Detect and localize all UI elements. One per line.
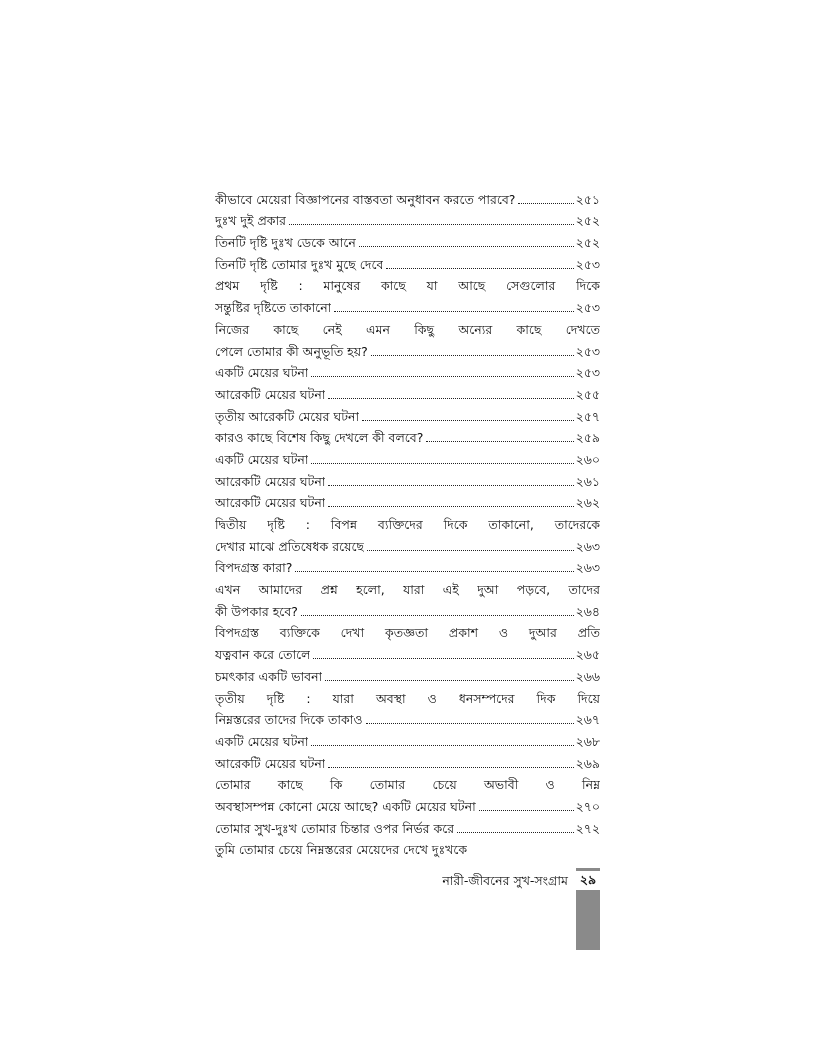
toc-entry-title: প্রথম দৃষ্টি : মানুষের কাছে যা আছে সেগুলোর দিকে	[215, 278, 600, 294]
toc-entry-title: একটি মেয়ের ঘটনা	[215, 451, 309, 467]
dot-leader	[328, 485, 573, 486]
dot-leader	[328, 398, 573, 399]
toc-entry-continued	[215, 316, 600, 338]
toc-entry-continued	[215, 772, 600, 794]
toc-entry	[215, 294, 600, 316]
running-footer-book-title: নারী-জীবনের সুখ-সংগ্রাম	[442, 873, 568, 888]
toc-entry-title: আরেকটি মেয়ের ঘটনা	[215, 386, 326, 402]
toc-entry-title: নিম্নস্তরের তাদের দিকে তাকাও	[215, 712, 363, 728]
dot-leader	[289, 224, 574, 225]
toc-entry-page: ২৫৫	[575, 386, 600, 402]
toc-entry-title: চমৎকার একটি ভাবনা	[215, 668, 323, 684]
dot-leader	[311, 376, 573, 377]
toc-entry-title: দ্বিতীয় দৃষ্টি : বিপন্ন ব্যক্তিদের দিকে তাকানো, তাদেরকে	[215, 517, 600, 532]
toc-entry	[215, 229, 600, 251]
toc-entry-title: দেখার মাঝে প্রতিষেধক রয়েছে	[215, 538, 365, 554]
toc-entry-page: ২৫৩	[575, 256, 600, 272]
toc-entry-page: ২৬৭	[575, 712, 600, 728]
toc-entry-title: কারও কাছে বিশেষ কিছু দেখলে কী বলবে?	[215, 430, 424, 446]
toc-entry	[215, 381, 600, 403]
dot-leader	[325, 680, 573, 681]
toc-entry-title: কীভাবে মেয়েরা বিজ্ঞাপনের বাস্তবতা অনুধাবন করতে পারবে?	[215, 191, 516, 207]
toc-entry-title: এখন আমাদের প্রশ্ন হলো, যারা এই দুআ পড়বে, তাদের	[215, 582, 600, 598]
dot-leader	[313, 658, 573, 659]
dot-leader	[295, 571, 573, 572]
dot-leader	[366, 723, 574, 724]
dot-leader	[371, 355, 574, 356]
toc-entry	[215, 663, 600, 685]
toc-entry	[215, 750, 600, 772]
toc-entry-title: তোমার সুখ-দুঃখ তোমার চিন্তার ওপর নির্ভর করে	[215, 820, 455, 836]
toc-entry-page: ২৫২	[575, 235, 600, 251]
dot-leader	[479, 810, 574, 811]
toc-entry-page: ২৭০	[575, 798, 600, 814]
toc-entry-page: ২৫৩	[575, 300, 600, 316]
toc-entry	[215, 446, 600, 468]
toc-entry	[215, 338, 600, 360]
toc-entry-title: একটি মেয়ের ঘটনা	[215, 365, 309, 381]
toc-entry	[215, 707, 600, 729]
toc-entry	[215, 251, 600, 273]
table-of-contents	[215, 186, 600, 858]
toc-entry-page: ২৬১	[575, 473, 600, 489]
toc-entry	[215, 598, 600, 620]
toc-entry-page: ২৬৪	[575, 603, 600, 619]
dot-leader	[311, 463, 573, 464]
toc-entry	[215, 555, 600, 577]
toc-entry	[215, 208, 600, 230]
toc-entry-title: তৃতীয় দৃষ্টি : যারা অবস্থা ও ধনসম্পদের দিক দিয়ে	[215, 690, 600, 706]
toc-entry	[215, 728, 600, 750]
toc-entry-title: পেলে তোমার কী অনুভূতি হয়?	[215, 343, 368, 359]
toc-entry	[215, 360, 600, 382]
toc-entry-title: তুমি তোমার চেয়ে নিম্নস্তরের মেয়েদের দেখে দুঃখকে	[215, 842, 468, 858]
toc-entry-title: অবস্থাসম্পন্ন কোনো মেয়ে আছে? একটি মেয়ের ঘটনা	[215, 798, 476, 814]
toc-entry-page: ২৭২	[575, 820, 600, 836]
toc-entry-page: ২৫১	[575, 191, 600, 207]
dot-leader	[457, 832, 573, 833]
toc-entry-continued	[215, 576, 600, 598]
toc-entry-title: নিজের কাছে নেই এমন কিছু অন্যের কাছে দেখতে	[215, 321, 600, 337]
dot-leader	[386, 268, 573, 269]
toc-entry-page: ২৫৯	[575, 430, 600, 446]
toc-entry-title: কী উপকার হবে?	[215, 603, 298, 619]
toc-entry-continued	[215, 837, 600, 859]
toc-entry-title: যত্নবান করে তোলে	[215, 647, 311, 663]
toc-entry-title: একটি মেয়ের ঘটনা	[215, 733, 309, 749]
dot-leader	[359, 246, 574, 247]
toc-entry-page: ২৬৬	[575, 668, 600, 684]
toc-entry-title: সন্তুষ্টির দৃষ্টিতে তাকানো	[215, 300, 332, 316]
toc-entry-page: ২৫৩	[575, 365, 600, 381]
toc-entry-continued	[215, 620, 600, 642]
toc-entry-title: আরেকটি মেয়ের ঘটনা	[215, 755, 326, 771]
dot-leader	[367, 550, 573, 551]
toc-entry	[215, 186, 600, 208]
toc-entry-page: ২৬২	[575, 495, 600, 511]
toc-entry-title: বিপদগ্রস্ত কারা?	[215, 560, 293, 576]
dot-leader	[301, 615, 574, 616]
toc-entry-page: ২৬৯	[575, 755, 600, 771]
toc-entry-title: দুঃখ দুই প্রকার	[215, 213, 287, 229]
toc-entry	[215, 641, 600, 663]
toc-entry	[215, 533, 600, 555]
page-number: ২৯	[576, 868, 600, 890]
toc-entry-title: তিনটি দৃষ্টি দুঃখ ডেকে আনে	[215, 235, 356, 251]
toc-entry-page: ২৬৫	[575, 647, 600, 663]
toc-entry	[215, 815, 600, 837]
toc-entry-continued	[215, 273, 600, 295]
toc-entry-title: তৃতীয় আরেকটি মেয়ের ঘটনা	[215, 408, 360, 424]
toc-entry-page: ২৫২	[575, 213, 600, 229]
toc-entry-title: তিনটি দৃষ্টি তোমার দুঃখ মুছে দেবে	[215, 256, 384, 272]
toc-entry-page: ২৫৩	[575, 343, 600, 359]
toc-entry-continued	[215, 511, 600, 533]
toc-entry-title: আরেকটি মেয়ের ঘটনা	[215, 495, 326, 511]
toc-entry-page: ২৬০	[575, 451, 600, 467]
dot-leader	[328, 506, 573, 507]
toc-entry-page: ২৬৩	[575, 560, 600, 576]
dot-leader	[518, 203, 573, 204]
dot-leader	[311, 745, 573, 746]
toc-entry-title: আরেকটি মেয়ের ঘটনা	[215, 473, 326, 489]
toc-entry	[215, 468, 600, 490]
dot-leader	[334, 311, 573, 312]
dot-leader	[362, 420, 574, 421]
toc-entry-page: ২৬৮	[575, 733, 600, 749]
toc-entry-continued	[215, 685, 600, 707]
toc-entry	[215, 425, 600, 447]
toc-entry-title: তোমার কাছে কি তোমার চেয়ে অভাবী ও নিম্ন	[215, 777, 600, 793]
dot-leader	[426, 441, 573, 442]
toc-entry	[215, 490, 600, 512]
dot-leader	[328, 767, 573, 768]
toc-entry	[215, 403, 600, 425]
toc-entry	[215, 793, 600, 815]
toc-entry-title: বিপদগ্রস্ত ব্যক্তিকে দেখা কৃতজ্ঞতা প্রকাশ ও দুআর প্রতি	[215, 625, 600, 641]
toc-entry-page: ২৫৭	[575, 408, 600, 424]
toc-entry-page: ২৬৩	[575, 538, 600, 554]
